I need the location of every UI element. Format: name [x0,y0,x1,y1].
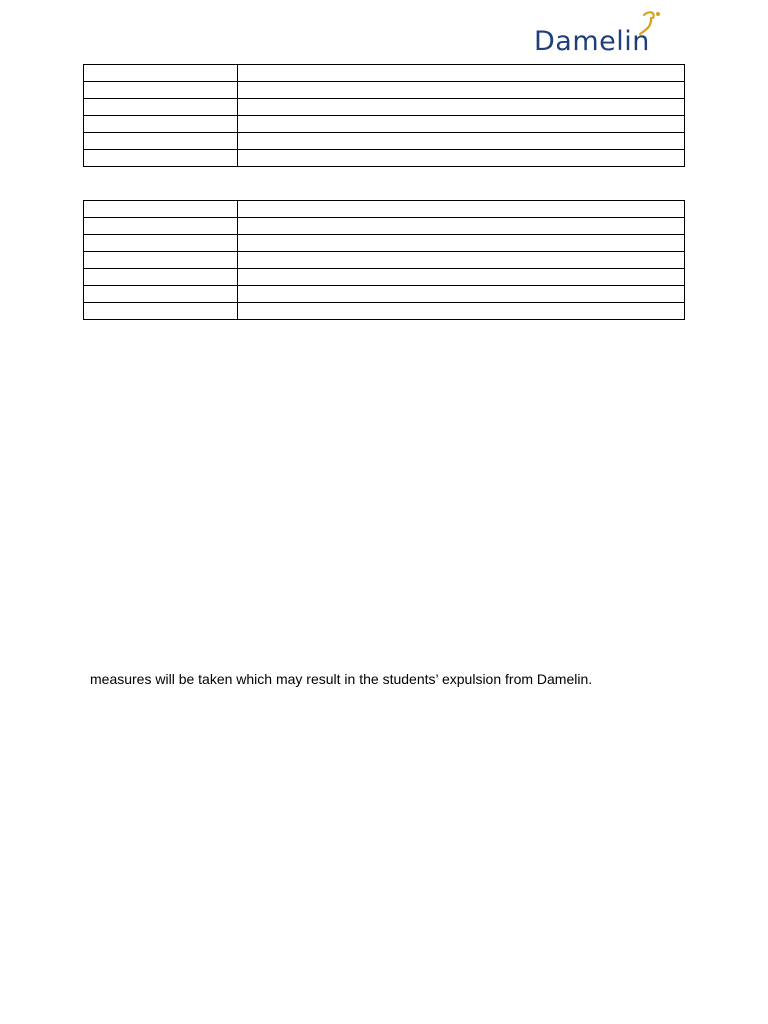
details-table-2 [83,200,685,320]
table-row [84,150,685,167]
table-label-cell [84,269,238,286]
table-label-cell [84,116,238,133]
table-value-cell [238,303,685,320]
table-value-cell [238,150,685,167]
table-label-cell [84,303,238,320]
table-value-cell [238,116,685,133]
table-value-cell [238,269,685,286]
logo-wordmark: Damelin [534,26,650,57]
table-value-cell [238,252,685,269]
table-value-cell [238,218,685,235]
table-label-cell [84,99,238,116]
table-value-cell [238,133,685,150]
table-row [84,82,685,99]
table-value-cell [238,201,685,218]
table-label-cell [84,65,238,82]
details-table-1 [83,64,685,167]
table-value-cell [238,82,685,99]
table-label-cell [84,252,238,269]
table-value-cell [238,286,685,303]
table-value-cell [238,65,685,82]
table-row [84,201,685,218]
table-row [84,218,685,235]
table-row [84,303,685,320]
table-label-cell [84,82,238,99]
table-label-cell [84,235,238,252]
table-label-cell [84,150,238,167]
expulsion-notice: measures will be taken which may result in the students’ expulsion from Damelin. [90,671,593,687]
table-label-cell [84,133,238,150]
table-label-cell [84,286,238,303]
table-value-cell [238,99,685,116]
table-row [84,133,685,150]
table-row [84,269,685,286]
damelin-logo [534,8,684,60]
table-label-cell [84,201,238,218]
table-value-cell [238,235,685,252]
table-row [84,286,685,303]
table-row [84,65,685,82]
table-label-cell [84,218,238,235]
table-row [84,235,685,252]
table-row [84,99,685,116]
table-row [84,252,685,269]
table-row [84,116,685,133]
